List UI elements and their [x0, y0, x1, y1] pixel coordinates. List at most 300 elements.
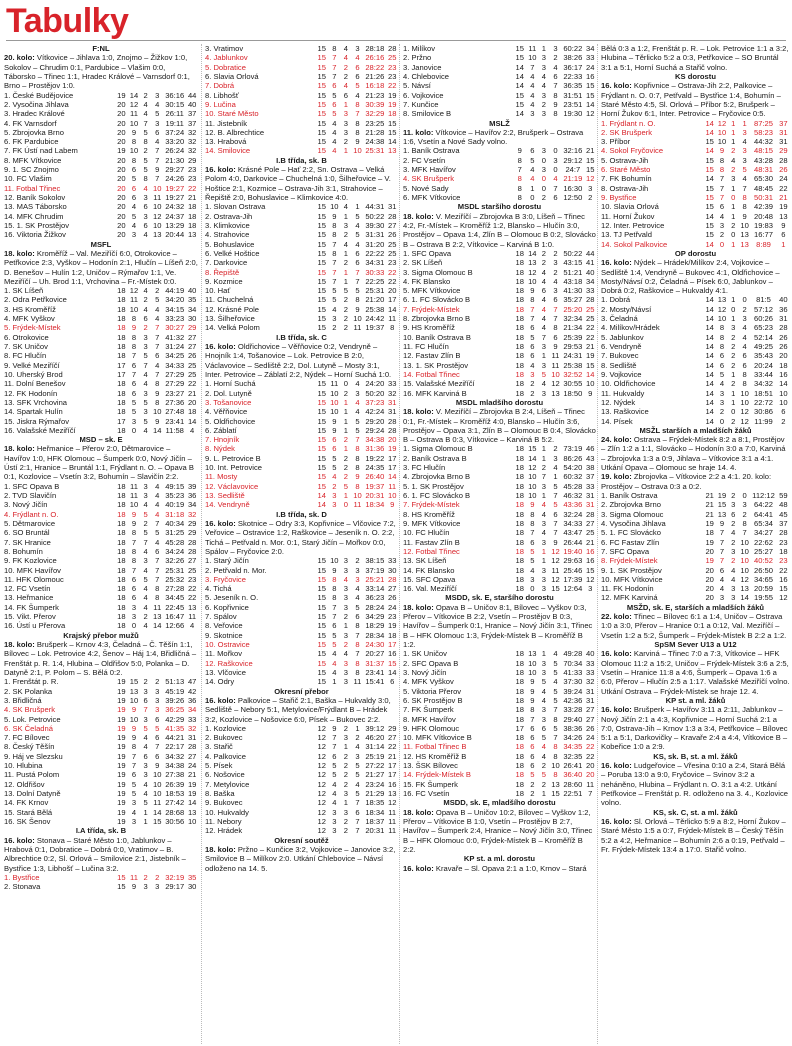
team-name: 5. 1. SK Prostějov: [403, 481, 464, 491]
stat-cell: 12: [717, 304, 727, 314]
stat-cell: 73:19: [563, 444, 583, 454]
stat-cell: 3: [131, 230, 137, 240]
stat-cell: 18: [515, 509, 524, 519]
stat-cell: 16: [387, 649, 397, 659]
stat-cell: 33: [387, 556, 397, 566]
stat-cell: 6: [131, 770, 137, 780]
table-row: [403, 72, 596, 81]
stat-cell: 26: [779, 165, 788, 175]
stat-cell: 13: [187, 230, 197, 240]
stat-cell: 3: [131, 816, 137, 826]
table-row: [601, 221, 790, 230]
stat-cell: 1: [343, 211, 348, 221]
table-row: [205, 240, 398, 249]
stat-cell: 3: [541, 90, 546, 100]
stat-cell: 4: [553, 463, 558, 473]
team-name: 12. Fastav Zlín B: [403, 351, 461, 361]
stat-cell: 18: [515, 751, 524, 761]
standings-table: [205, 202, 398, 332]
stat-cell: 29:27: [165, 165, 185, 175]
team-name: 4. Palkovice: [205, 751, 246, 761]
table-row: [205, 761, 398, 770]
stat-cell: 15: [551, 789, 560, 798]
team-name: 10. Slavia Orlová: [601, 202, 659, 212]
stat-cell: 15: [317, 44, 326, 53]
stat-cell: 14: [317, 500, 326, 510]
team-name: 4. SK Brušperk: [403, 174, 455, 184]
stat-cell: 7: [355, 267, 360, 277]
stat-cell: 15: [705, 155, 714, 165]
results-paragraph: 11. kolo: Vítkovice – Havířov 2:2, Brušperk – Ostrava 1:6, Vsetín a Nové Sady volno.: [403, 127, 584, 147]
stat-cell: 11: [551, 565, 560, 575]
team-name: 8. FC Hlučín: [4, 351, 47, 361]
stat-cell: 29: [187, 518, 197, 528]
team-name: 4. Strahovice: [205, 230, 250, 240]
table-row: [601, 240, 790, 249]
stat-cell: 41:30: [563, 286, 583, 296]
stat-cell: 15: [317, 99, 326, 109]
stat-cell: 18: [387, 630, 397, 640]
team-name: 6. Slavia Orlová: [205, 71, 259, 81]
team-name: 15. Jiskra Rýmařov: [4, 416, 69, 426]
stat-cell: 5: [143, 165, 148, 175]
stat-cell: 22:33: [563, 71, 583, 81]
team-name: 16. MFK Karviná B: [403, 388, 467, 398]
stat-cell: 12: [317, 798, 326, 808]
stat-cell: 0: [530, 193, 535, 202]
table-row: [403, 724, 596, 733]
table-row: [601, 351, 790, 360]
stat-cell: 27:38: [165, 770, 185, 780]
stat-cell: 6: [355, 248, 360, 258]
stat-cell: 10: [740, 388, 749, 398]
table-row: [403, 81, 596, 90]
stat-cell: 19: [705, 518, 714, 528]
stat-cell: 22: [387, 267, 397, 277]
table-row: [4, 109, 198, 118]
table-row: [4, 817, 198, 826]
team-name: 3. Hradec Králové: [4, 109, 65, 119]
stat-cell: 28: [387, 44, 397, 53]
stat-cell: 15: [317, 109, 326, 119]
stat-cell: 38: [585, 463, 595, 473]
stat-cell: 3: [355, 44, 360, 53]
team-name: 2. Odra Petřkovice: [4, 295, 67, 305]
team-name: 1. Dobrá: [601, 295, 631, 305]
stat-cell: 18: [515, 472, 524, 482]
table-row: [601, 593, 790, 602]
stat-cell: 2: [343, 826, 348, 836]
stat-cell: 4: [355, 53, 360, 63]
stat-cell: 19: [117, 714, 126, 724]
stat-cell: 48: [779, 500, 788, 510]
table-row: [601, 584, 790, 593]
team-name: 2. FC Vsetín: [403, 155, 446, 165]
table-row: [403, 770, 596, 779]
stat-cell: 7: [553, 528, 558, 538]
stat-cell: 30:86: [754, 407, 774, 417]
stat-cell: 24: [585, 733, 595, 743]
stat-cell: 27: [387, 220, 397, 230]
stat-cell: 15: [317, 127, 326, 137]
stat-cell: 3: [541, 388, 546, 398]
table-row: [4, 696, 198, 705]
table-row: [4, 612, 198, 621]
stat-cell: 15: [317, 71, 326, 81]
stat-cell: 20: [387, 435, 397, 445]
team-name: 10. Int. Petrovice: [205, 463, 262, 473]
stat-cell: 15:41: [365, 677, 385, 687]
stat-cell: 15: [317, 258, 326, 268]
table-row: [205, 44, 398, 53]
stat-cell: 18: [515, 528, 524, 538]
stat-cell: 20: [387, 286, 397, 296]
stat-cell: 14: [705, 342, 714, 351]
stat-cell: 15: [317, 323, 326, 333]
stat-cell: 7: [530, 314, 535, 324]
team-name: 9. HFK Olomouc: [403, 723, 460, 733]
table-row: [205, 668, 398, 677]
team-name: 6. Vendryně: [601, 342, 642, 351]
stat-cell: 13: [387, 146, 397, 156]
stat-cell: 57:12: [754, 304, 774, 314]
stat-cell: 6: [355, 807, 360, 817]
stat-cell: 4: [742, 323, 747, 333]
stat-cell: 24:20: [365, 379, 385, 389]
stat-cell: 5: [355, 81, 360, 91]
stat-cell: 43:47: [563, 528, 583, 538]
stat-cell: 15: [129, 677, 139, 687]
stat-cell: 20: [117, 109, 126, 119]
section-heading: MSDL staršího dorostu: [457, 202, 542, 212]
stat-cell: 20:24: [754, 360, 774, 370]
stat-cell: 21: [585, 146, 595, 156]
stat-cell: 7: [553, 733, 558, 743]
stat-cell: 19: [117, 742, 126, 752]
stat-cell: 15: [317, 444, 326, 454]
stat-cell: 3: [742, 127, 747, 137]
stat-cell: 2: [343, 761, 348, 771]
stat-cell: 7: [355, 276, 360, 286]
table-row: [4, 314, 198, 323]
team-name: 14. Velká Polom: [205, 323, 260, 333]
stat-cell: 2: [343, 304, 348, 314]
stat-cell: 5: [530, 546, 535, 556]
section-heading: I.B třída, sk. C: [276, 332, 327, 342]
stat-cell: 2: [343, 640, 348, 649]
stat-cell: 8: [332, 230, 337, 240]
stat-cell: 29:24: [365, 425, 385, 435]
stat-cell: 25: [585, 528, 595, 538]
stat-cell: 2: [343, 779, 348, 789]
table-row: [205, 407, 398, 416]
stat-cell: 15: [317, 248, 326, 258]
table-row: [205, 742, 398, 751]
stat-cell: 20: [705, 584, 714, 594]
stat-cell: 4: [355, 742, 360, 752]
stat-cell: 3: [343, 556, 348, 566]
team-name: 7. Hnojník: [205, 435, 240, 445]
stat-cell: 3: [530, 369, 535, 379]
stat-cell: 4: [742, 137, 747, 147]
stat-cell: 6: [541, 286, 546, 296]
stat-cell: 14: [705, 388, 714, 398]
team-name: 7. FC Bílovec: [4, 733, 50, 743]
stat-cell: 4: [155, 137, 160, 147]
table-row: [4, 342, 198, 351]
table-row: [4, 491, 198, 500]
team-name: 4. Frýdlant n. O.: [4, 509, 59, 519]
stat-cell: 17: [387, 295, 397, 305]
standings-table: [601, 295, 790, 425]
stat-cell: 20:31: [365, 826, 385, 836]
stat-cell: 1: [530, 183, 535, 193]
stat-cell: 26:24: [165, 146, 185, 156]
stat-cell: 1: [731, 295, 736, 305]
table-row: [205, 212, 398, 221]
stat-cell: 14: [515, 71, 524, 81]
team-name: 7. SK Hranice: [4, 537, 51, 547]
team-name: 13. Hrabová: [205, 137, 247, 147]
stat-cell: 1: [355, 723, 360, 733]
team-name: 9. Bukovec: [205, 798, 243, 808]
table-row: [4, 426, 198, 435]
stat-cell: 6: [719, 565, 725, 575]
stat-cell: 5: [541, 733, 546, 743]
stat-cell: 15: [705, 165, 714, 175]
stat-cell: 5: [155, 295, 160, 305]
stat-cell: 16: [585, 546, 595, 556]
stat-cell: 39:12: [365, 723, 385, 733]
stat-cell: 9: [530, 500, 535, 510]
stat-cell: 19: [387, 99, 397, 109]
stat-cell: 21:27: [365, 770, 385, 780]
stat-cell: 2: [731, 165, 736, 175]
stat-cell: 8: [553, 751, 558, 761]
team-name: 13. Sedliště: [205, 491, 245, 500]
stat-cell: 3: [332, 491, 337, 500]
stat-cell: 17: [387, 770, 397, 780]
team-name: 3. MFK Havířov: [403, 165, 456, 175]
standings-table: [205, 44, 398, 156]
team-name: 12. Baník Sokolov: [4, 193, 66, 202]
stat-cell: 4: [143, 602, 148, 612]
team-name: 14. Vendryně: [205, 500, 250, 510]
stat-cell: 26: [187, 351, 197, 361]
stat-cell: 1: [343, 99, 348, 109]
section-heading: OP dorostu: [674, 248, 717, 258]
stat-cell: 15: [317, 574, 326, 584]
stat-cell: 5: [143, 574, 148, 584]
stat-cell: 8: [517, 183, 522, 193]
team-name: 2. SK Líšeň: [403, 258, 443, 268]
stat-cell: 2: [588, 193, 593, 202]
stat-cell: 15: [317, 602, 326, 612]
stat-cell: 15: [705, 193, 714, 202]
stat-cell: 25: [585, 304, 595, 314]
stat-cell: 52:14: [754, 332, 774, 342]
stat-cell: 11: [388, 816, 397, 826]
stat-cell: 18:35: [365, 798, 385, 808]
stat-cell: 15: [317, 81, 326, 91]
stat-cell: 9: [131, 518, 137, 528]
stat-cell: 27:29: [165, 379, 185, 389]
stat-cell: 4: [530, 81, 535, 91]
stat-cell: 18: [515, 351, 524, 361]
stat-cell: 4: [143, 621, 148, 631]
stat-cell: 18: [515, 491, 524, 500]
stat-cell: 12: [740, 407, 749, 417]
team-name: 5. Dětmarovice: [4, 518, 56, 528]
stat-cell: 4: [541, 304, 546, 314]
stat-cell: 10: [330, 407, 339, 417]
table-row: [205, 631, 398, 640]
stat-cell: 9: [131, 509, 137, 519]
table-row: [403, 584, 596, 593]
stat-cell: 19: [117, 90, 126, 100]
stat-cell: 36:35: [563, 81, 583, 91]
stat-cell: 9: [131, 323, 137, 333]
stat-cell: 8: [530, 518, 535, 528]
stat-cell: 64:41: [754, 509, 774, 519]
stat-cell: 2: [343, 230, 348, 240]
stat-cell: 11: [586, 779, 595, 789]
stat-cell: 7: [355, 816, 360, 826]
stat-cell: 27: [387, 733, 397, 743]
stat-cell: 18: [515, 695, 524, 705]
stat-cell: 15: [387, 127, 397, 137]
team-name: 4. Věřňovice: [205, 407, 248, 417]
stat-cell: 2: [731, 146, 736, 156]
team-name: 10. Hlubina: [4, 761, 43, 771]
table-row: [4, 212, 198, 221]
stat-cell: 11: [388, 826, 397, 836]
stat-cell: 6: [355, 258, 360, 268]
results-paragraph: Bělá 0:3 a 1:2, Frenštát p. R. – Lok. Petrovice 1:1 a 3:2, Hlubina – Těrlicko 5:2 a 0:3, Petřkovice – SO Bruntál 3:1 a 5:1, Horní Suchá a Stařič volno.: [601, 44, 789, 72]
stat-cell: 8: [355, 295, 360, 305]
table-row: [4, 510, 198, 519]
stat-cell: 4: [343, 44, 348, 53]
stat-cell: 8: [155, 593, 160, 603]
stat-cell: 15: [317, 202, 326, 212]
stat-cell: 24: [387, 602, 397, 612]
stat-cell: 18: [515, 342, 524, 351]
team-name: 14. Fotbal Třinec: [403, 369, 460, 379]
stat-cell: 10: [528, 667, 537, 677]
stat-cell: 4: [155, 314, 160, 324]
stat-cell: 4: [143, 733, 148, 743]
stat-cell: 3: [541, 146, 546, 156]
stat-cell: 34:27: [754, 528, 774, 538]
team-name: 1. České Budějovice: [4, 90, 74, 100]
section-heading: Okresní soutěž: [274, 835, 329, 845]
stat-cell: 4: [541, 742, 546, 752]
stat-cell: 9: [355, 137, 360, 147]
stat-cell: 33:44: [754, 369, 774, 379]
stat-cell: 16:77: [754, 230, 774, 240]
stat-cell: 15: [317, 267, 326, 277]
stat-cell: 3: [541, 62, 546, 72]
stat-cell: 28:18: [365, 44, 385, 53]
stat-cell: 10: [740, 397, 749, 407]
table-row: [403, 370, 596, 379]
stat-cell: 25:38: [563, 360, 583, 370]
stat-cell: 6: [332, 81, 337, 91]
stat-cell: 13: [528, 649, 537, 659]
table-row: [205, 277, 398, 286]
stat-cell: 1: [343, 798, 348, 808]
stat-cell: 12: [528, 463, 537, 473]
table-row: [4, 575, 198, 584]
stat-cell: 21:28: [365, 127, 385, 137]
stat-cell: 48:45: [754, 183, 774, 193]
stat-cell: 22: [585, 323, 595, 333]
section-heading: MSFL: [90, 239, 112, 249]
stat-cell: 12: [717, 118, 727, 128]
stat-cell: 24: [779, 174, 788, 184]
stat-cell: 12: [317, 733, 326, 743]
stat-cell: 11: [353, 677, 362, 687]
stat-cell: 4: [332, 137, 337, 147]
stat-cell: 6: [530, 742, 535, 752]
stat-cell: 11: [153, 193, 162, 202]
stat-cell: 39: [187, 481, 197, 491]
table-row: [403, 323, 596, 332]
stat-cell: 24:7: [565, 165, 581, 175]
stat-cell: 18: [515, 379, 524, 389]
team-name: 12. Inter. Petrovice: [601, 220, 665, 230]
stat-cell: 4: [155, 360, 160, 370]
team-name: 3. Břidličná: [4, 695, 42, 705]
results-paragraph: 16. kolo: Kopřivnice – Ostrava-Jih 2:2, Palkovice – Frýdlant n. O. 0:7, Petřvald – Bystřice 1:4, Bohumín – Staré Město 4:5, Sl. Orlová – Příbor 5:2, Brušperk – Horní Žukov 6:1, Inter. Petrovice – Fryčovice 0:5.: [601, 81, 781, 119]
stat-cell: 13: [551, 779, 560, 789]
stat-cell: 1: [541, 649, 546, 659]
stat-cell: 15: [317, 379, 326, 389]
table-row: [403, 659, 596, 668]
stat-cell: 18: [515, 360, 524, 370]
team-name: 16. FC Vsetín: [403, 789, 450, 798]
table-row: [601, 491, 790, 500]
stat-cell: 17: [117, 360, 126, 370]
stat-cell: 15: [317, 118, 326, 128]
stat-cell: 11:58: [165, 425, 184, 435]
stat-cell: 10: [551, 761, 560, 771]
team-name: 14. Spartak Hulín: [4, 407, 63, 417]
stat-cell: 0: [530, 584, 535, 594]
stat-cell: 5: [553, 695, 558, 705]
stat-cell: 2: [530, 379, 535, 389]
team-name: 14. FK Blansko: [403, 565, 455, 575]
stat-cell: 45: [779, 509, 788, 519]
stat-cell: 15: [387, 658, 397, 668]
stat-cell: 28: [779, 528, 788, 538]
stat-cell: 8: [332, 593, 337, 603]
stat-cell: 10: [153, 220, 162, 230]
stat-cell: 14: [705, 304, 714, 314]
stat-cell: 8: [553, 323, 558, 333]
stat-cell: 2: [731, 351, 736, 361]
stat-cell: 8: [553, 742, 558, 752]
stat-cell: 14: [187, 416, 197, 426]
stat-cell: 44:21: [165, 733, 185, 743]
stat-cell: 36: [779, 304, 788, 314]
stat-cell: 23: [387, 258, 397, 268]
stat-cell: 44: [585, 248, 595, 258]
stat-cell: 31:25: [165, 528, 185, 538]
stat-cell: 22: [585, 751, 595, 761]
stat-cell: 31: [779, 127, 788, 137]
stat-cell: 2: [541, 761, 546, 771]
